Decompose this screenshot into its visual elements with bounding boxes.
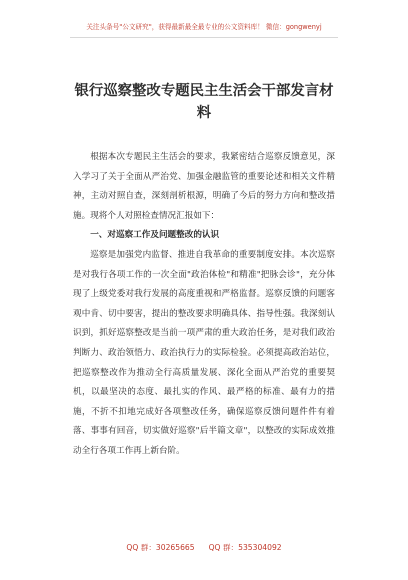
document-title: 银行巡察整改专题民主生活会干部发言材料 [74, 83, 334, 121]
document-body [73, 148, 335, 462]
intro-paragraph: 根据本次专题民主生活会的要求，我紧密结合巡察反馈意见，深入学习了关于全面从严治党、加强金融监管的重要论述和相关文件精神，主动对照自查，深刻剖析根源，明确了今后的努力方向和整改措施。现将个人对照检查情况汇报如下： [73, 152, 335, 221]
footer-qq-label-2: QQ 群： [208, 543, 239, 552]
header-divider [70, 37, 338, 38]
header-promo-note: 关注头条号"公文研究"，获得最新最全最专业的公文资料库！ 微信：gongwenyj [86, 23, 322, 31]
section-paragraph: 巡察是加强党内监督、推进自我革命的重要制度安排。本次巡察是对我行各项工作的一次全面"政治体检"和精准"把脉会诊"，充分体现了上级党委对我行发展的高度重视和严格监督。巡察反馈的问题客观中肯、切中要害，提出的整改要求明确具体、指导性强。我深刻认识到，抓好巡察整改是当前一项严肃的重大政治任务，是对我们政治判断力、政治领悟力、政治执行力的实际检验。必须提高政治站位，把巡察整改作为推动全行高质量发展、深化全面从严治党的重要契机，以最坚决的态度、最扎实的作风、最严格的标准、最有力的措施，不折不扣地完成好各项整改任务，确保巡察反馈问题件件有着落、事事有回音，切实做好巡察"后半篇文章"，以整改的实际成效推动全行各项工作再上新台阶。 [73, 249, 335, 456]
footer-contact [0, 542, 408, 553]
footer-qq-number-1: 30265665 [155, 543, 195, 552]
footer-qq-label-1: QQ 群： [126, 543, 156, 552]
section-heading: 一、对巡察工作及问题整改的认识 [90, 230, 220, 241]
footer-qq-number-2: 535304092 [238, 543, 282, 552]
